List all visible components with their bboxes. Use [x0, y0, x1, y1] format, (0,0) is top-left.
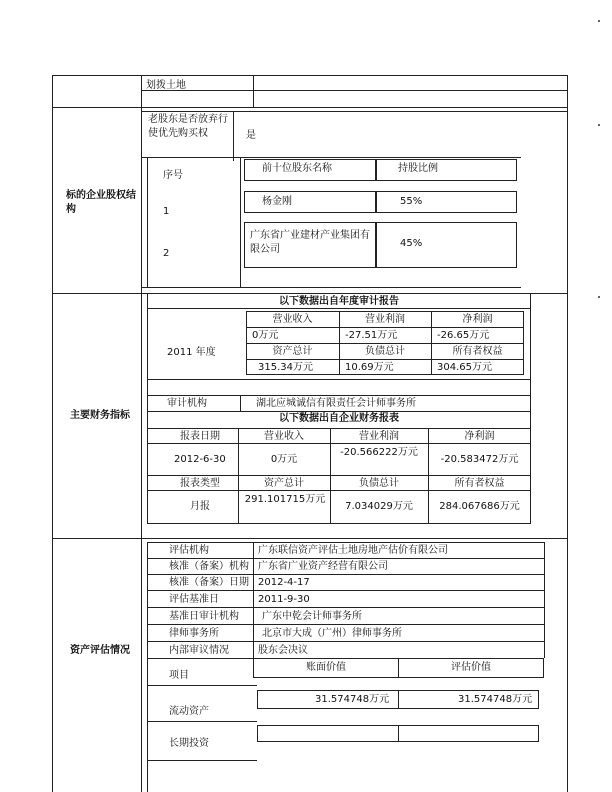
current-assets-label: 流动资产	[169, 706, 209, 717]
annual-owner-equity-value: 304.65万元	[437, 362, 492, 373]
audit-agency-label: 审计机构	[167, 398, 207, 409]
book-value-header: 账面价值	[306, 662, 346, 673]
shareholder-ratio: 45%	[400, 238, 423, 249]
shareholder-ratio-cell	[376, 222, 517, 268]
annual-revenue-value: 0万元	[252, 330, 279, 341]
approval-date-label: 核准（备案）日期	[169, 577, 249, 588]
shareholder-name: 杨金刚	[262, 196, 292, 207]
report-revenue-value: 0万元	[270, 454, 298, 465]
annual-net-profit-header: 净利润	[462, 314, 493, 325]
report-operating-profit-header: 营业利润	[359, 431, 399, 442]
current-assets-book-value: 31.574748万元	[315, 694, 390, 705]
report-type-label: 报表类型	[180, 478, 220, 489]
report-operating-profit-value: -20.566222万元	[340, 447, 418, 458]
annual-revenue-header: 营业收入	[272, 314, 313, 325]
law-firm-label: 律师事务所	[169, 628, 219, 639]
shareholder-ratio: 55%	[400, 196, 423, 207]
valuation-agency-value: 广东联信资产评估土地房地产估价有限公司	[258, 545, 448, 556]
approval-date-value: 2012-4-17	[258, 577, 310, 588]
audit-agency-value: 湖北应城诚信有限责任会计师事务所	[256, 398, 416, 409]
annual-audit-title: 以下数据出自年度审计报告	[279, 296, 399, 307]
annual-operating-profit-value: -27.51万元	[345, 330, 398, 341]
report-total-assets-header: 资产总计	[264, 478, 304, 489]
col-index-header: 序号	[163, 170, 183, 181]
report-date-label: 报表日期	[180, 431, 220, 442]
shareholder-ratio-cell	[376, 191, 517, 213]
annual-net-profit-value: -26.65万元	[437, 330, 490, 341]
col-ratio-header: 持股比例	[398, 163, 438, 174]
finance-section-label: 主要财务指标	[70, 410, 130, 421]
approval-agency-value: 广东省广业资产经营有限公司	[258, 561, 388, 572]
report-owner-equity-header: 所有者权益	[454, 478, 505, 489]
approval-agency-label: 核准（备案）机构	[169, 561, 249, 572]
internal-review-label: 内部审议情况	[169, 645, 229, 656]
report-date-value: 2012-6-30	[174, 454, 226, 465]
shareholder-index: 1	[163, 206, 170, 217]
shareholder-index: 2	[163, 248, 170, 259]
scan-speck	[598, 296, 600, 298]
shareholder-name: 广东省广业建材产业集团有限公司	[250, 230, 370, 255]
current-assets-eval-value: 31.574748万元	[458, 694, 533, 705]
report-type-value: 月报	[190, 501, 210, 512]
annual-total-liabilities-value: 10.69万元	[345, 362, 394, 373]
report-net-profit-value: -20.583472万元	[440, 454, 519, 465]
scan-speck	[598, 20, 600, 22]
col-name-header: 前十位股东名称	[262, 163, 332, 174]
valuation-base-date-label: 评估基准日	[169, 594, 219, 605]
report-owner-equity-value: 284.067686万元	[439, 501, 520, 512]
eval-value-header: 评估价值	[451, 662, 491, 673]
old-shareholder-question: 老股东是否放弃行使优先购买权	[148, 114, 228, 139]
report-revenue-header: 营业收入	[264, 431, 304, 442]
long-term-investment-label: 长期投资	[169, 738, 209, 749]
item-label: 项目	[169, 670, 189, 681]
report-total-liabilities-header: 负债总计	[359, 478, 399, 489]
allocated-land-label: 划拨土地	[146, 80, 186, 91]
valuation-section-label: 资产评估情况	[70, 645, 130, 656]
equity-section-label: 标的企业股权结构	[66, 190, 136, 215]
law-firm-value: 北京市大成（广州）律师事务所	[262, 628, 402, 639]
year-label: 2011 年度	[167, 347, 216, 358]
internal-review-value: 股东会决议	[258, 645, 308, 656]
annual-total-liabilities-header: 负债总计	[365, 346, 405, 357]
base-date-auditor-value: 广东中乾会计师事务所	[262, 611, 362, 622]
old-shareholder-answer: 是	[246, 130, 256, 141]
annual-operating-profit-header: 营业利润	[365, 314, 405, 325]
annual-total-assets-value: 315.34万元	[258, 362, 313, 373]
report-total-liabilities-value: 7.034029万元	[345, 501, 413, 512]
report-net-profit-header: 净利润	[464, 431, 495, 442]
valuation-agency-label: 评估机构	[169, 545, 209, 556]
financial-report-title: 以下数据出自企业财务报表	[279, 413, 399, 424]
annual-total-assets-header: 资产总计	[272, 346, 313, 357]
long-invest-book-cell	[257, 725, 399, 742]
annual-owner-equity-header: 所有者权益	[452, 346, 503, 357]
valuation-base-date-value: 2011-9-30	[258, 594, 310, 605]
report-total-assets-value: 291.101715万元	[244, 494, 326, 505]
scan-speck	[598, 124, 600, 126]
base-date-auditor-label: 基准日审计机构	[169, 611, 239, 622]
long-invest-eval-cell	[398, 725, 539, 742]
